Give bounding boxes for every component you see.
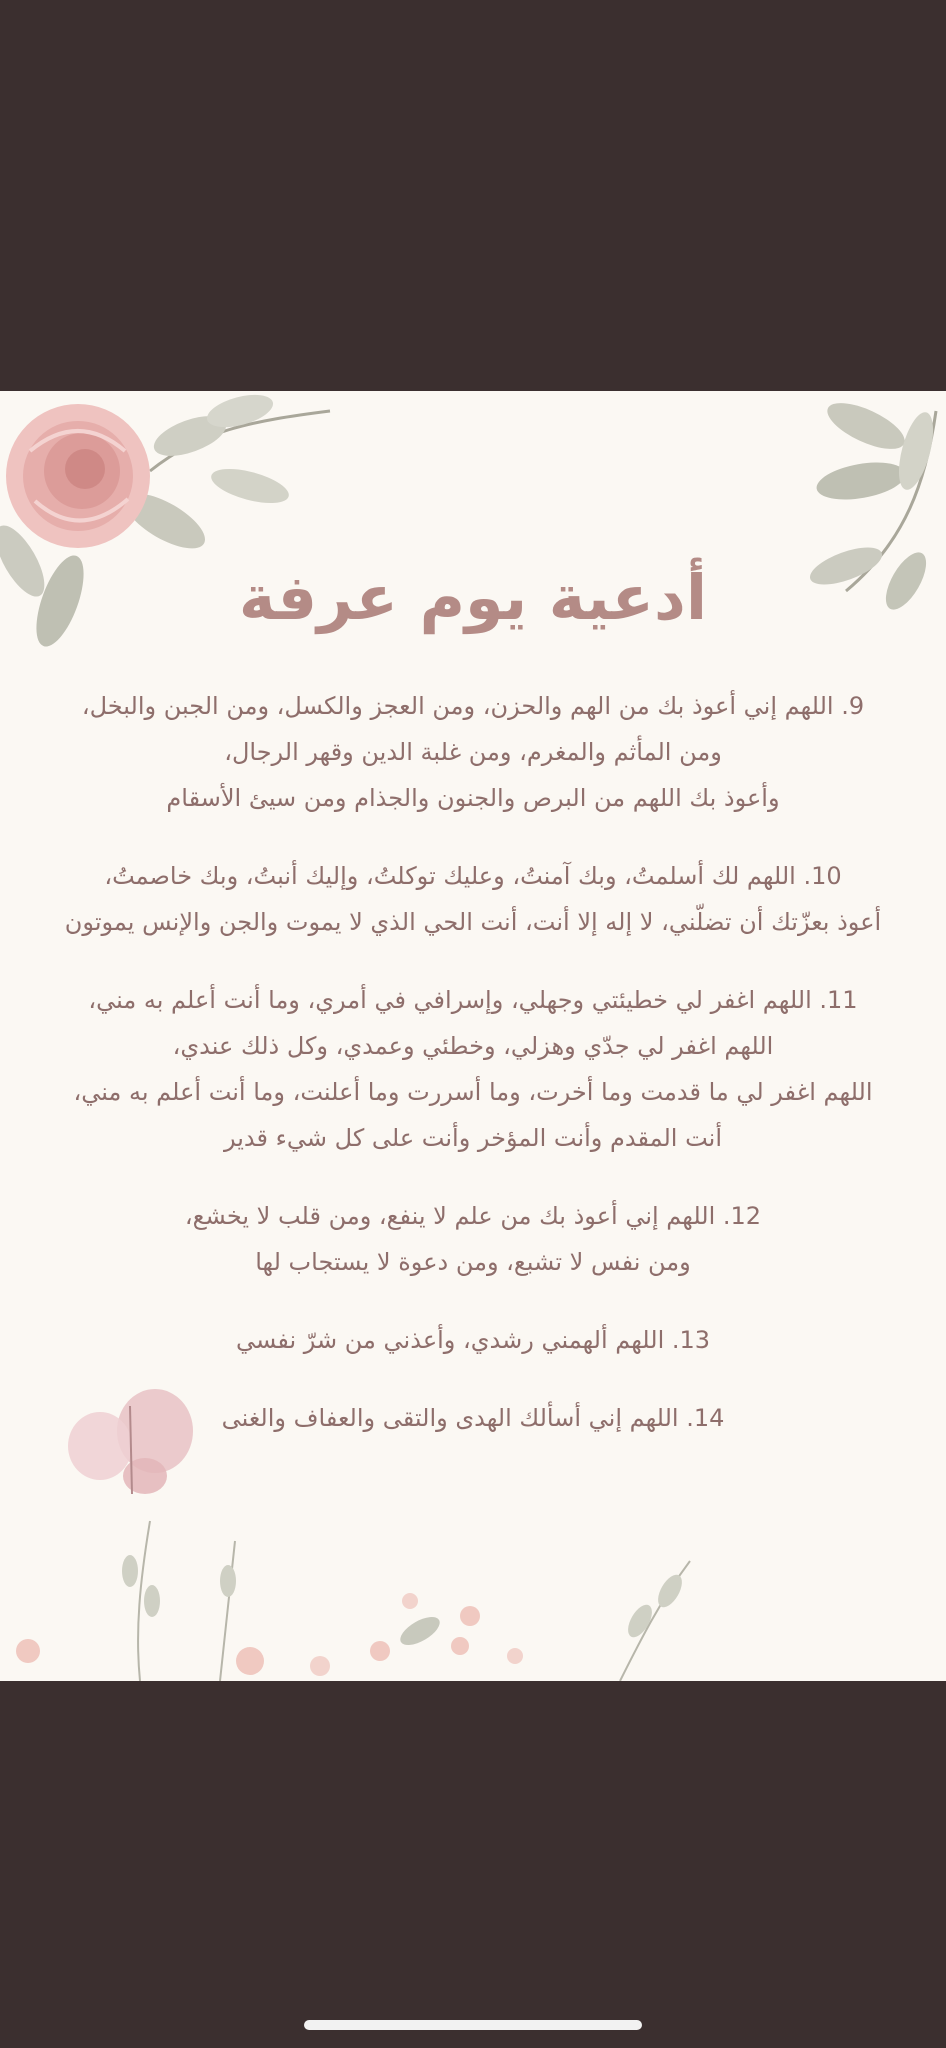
prayer-line: أنت المقدم وأنت المؤخر وأنت على كل شيء قدير [224,1124,722,1152]
home-indicator[interactable] [304,2020,642,2030]
prayer-line: اللهم اغفر لي ما قدمت وما أخرت، وما أسررت وما أعلنت، وما أنت أعلم به مني، [73,1078,873,1106]
prayer-line: وأعوذ بك اللهم من البرص والجنون والجذام ومن سيئ الأسقام [166,784,780,812]
prayer-line: أعوذ بعزّتك أن تضلّني، لا إله إلا أنت، أنت الحي الذي لا يموت والجن والإنس يموتون [64,908,882,936]
prayer-line: ومن نفس لا تشبع، ومن دعوة لا يستجاب لها [255,1248,691,1276]
prayer-line: 12. اللهم إني أعوذ بك من علم لا ينفع، ومن قلب لا يخشع، [184,1202,762,1230]
prayer-line: 9. اللهم إني أعوذ بك من الهم والحزن، ومن العجز والكسل، ومن الجبن والبخل، [81,692,865,720]
prayer-line: ومن المأثم والمغرم، ومن غلبة الدين وقهر الرجال، [224,738,722,766]
prayer-13 [40,1317,906,1363]
prayer-11 [40,977,906,1161]
prayer-9 [40,683,906,821]
bottom-background [0,1681,946,2048]
prayer-line: 10. اللهم لك أسلمتُ، وبك آمنتُ، وعليك توكلتُ، وإليك أنبتُ، وبك خاصمتُ، [104,862,842,890]
page-title: أدعية يوم عرفة [238,561,708,634]
top-background [0,0,946,391]
prayer-card-image [0,391,946,1681]
prayer-12 [40,1193,906,1285]
prayer-14 [40,1395,906,1441]
prayer-line: 13. اللهم ألهمني رشدي، وأعذني من شرّ نفسي [235,1326,711,1354]
prayer-line: 14. اللهم إني أسألك الهدى والتقى والعفاف والغنى [221,1404,725,1432]
prayer-list [40,683,906,1473]
prayer-10 [40,853,906,945]
flower-icon [0,1501,946,1681]
prayer-line: اللهم اغفر لي جدّي وهزلي، وخطئي وعمدي، وكل ذلك عندي، [172,1032,774,1060]
prayer-line: 11. اللهم اغفر لي خطيئتي وجهلي، وإسرافي في أمري، وما أنت أعلم به مني، [88,986,858,1014]
